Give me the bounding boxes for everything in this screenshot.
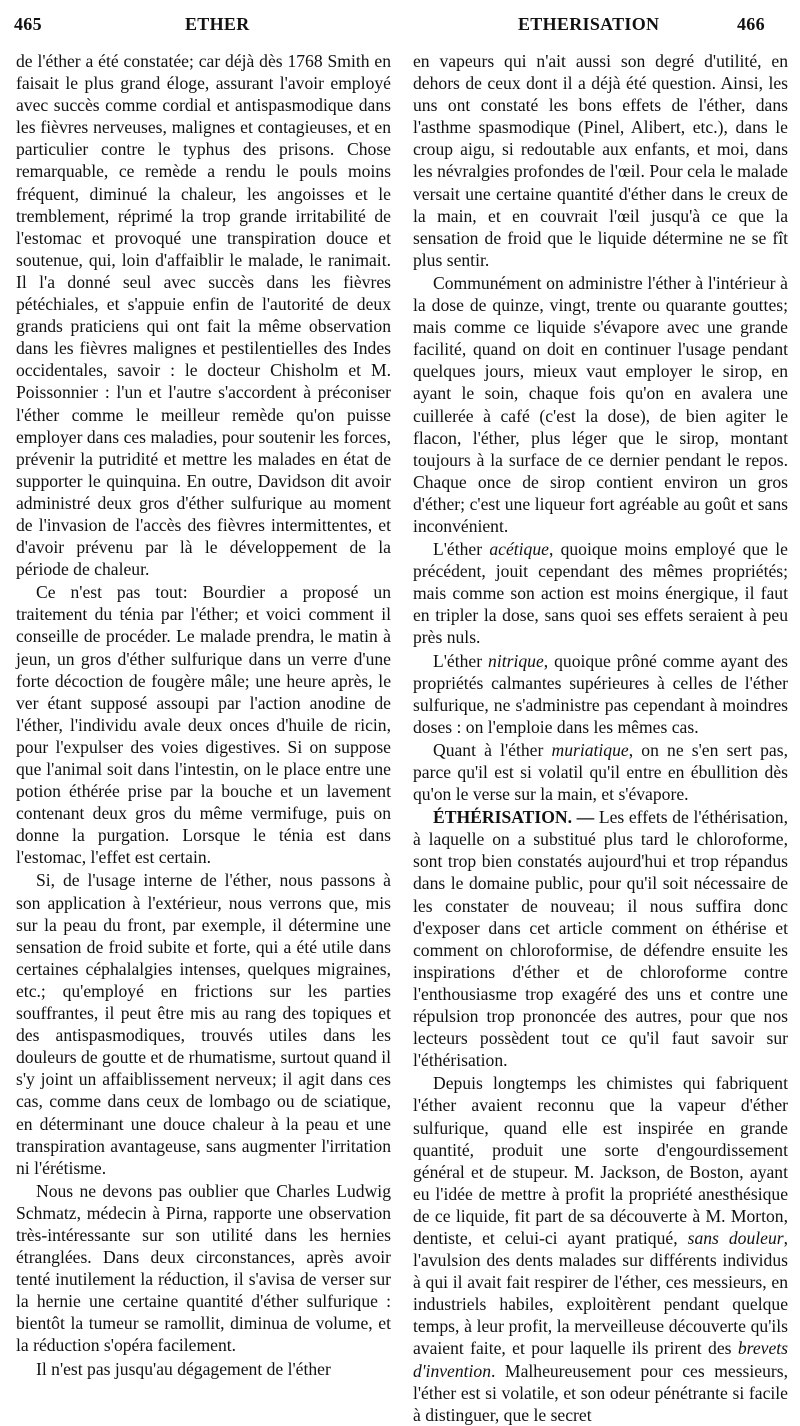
page-number-left: 465 <box>14 14 42 34</box>
paragraph <box>413 739 788 805</box>
text-run: Quant à l'éther <box>433 739 552 760</box>
page-number-right: 466 <box>737 14 765 34</box>
paragraph: Si, de l'usage interne de l'éther, nous passons à son application à l'extérieur, nous verrons que, mis sur la peau du front, par exemple, il détermine une sensation de froid subite et forte, qui a été utile dans certaines céphalalgies intenses, quelques migraines, etc.; qu'employé en frictions sur les parties souffrantes, il peut être mis au rang des topiques et des antispasmodiques, trouvés utiles dans les douleurs de goutte et de rhumatisme, surtout quand il s'y joint un affaiblissement nerveux; il agit dans ces cas, comme dans ceux de lombago ou de sciatique, en déterminant une douce chaleur à la peau et une transpiration avantageuse, sans augmenter l'irritation ni l'érétisme. <box>16 870 391 1178</box>
italic-term: muriatique <box>551 739 629 760</box>
headword-left: ETHER <box>185 14 250 34</box>
left-column <box>16 50 391 1379</box>
italic-term: sans douleur <box>687 1227 784 1248</box>
text-run: , l'avulsion des dents malades sur différents individus à qui il avait fait respirer de l'éther, ces messieurs, en industriels habiles, exploitèrent pendant quelque temps, à leur profit, la merveilleuse découverte qu'ils avaient faite, et pour laquelle ils prirent des <box>413 1227 788 1359</box>
italic-term: nitrique <box>488 650 544 671</box>
text-run: , quoique prôné comme ayant des propriétés calmantes supérieures à celles de l'éther sulfurique, ne s'administre pas cependant à moindres doses : on l'emploie dans les mêmes cas. <box>413 650 789 737</box>
paragraph <box>413 650 788 738</box>
text-run: Depuis longtemps les chimistes qui fabriquent l'éther avaient reconnu que la vapeur d'éther sulfurique, quand elle est inspirée en grande quantité, produit une sorte d'engourdissement général et de stupeur. M. Jackson, de Boston, ayant eu l'idée de mettre à profit la propriété anesthésique de ce liquide, fit part de sa découverte à M. Morton, dentiste, et celui-ci ayant pratiqué, <box>413 1073 788 1248</box>
italic-term: acétique <box>489 539 549 560</box>
paragraph: Nous ne devons pas oublier que Charles Ludwig Schmatz, médecin à Pirna, rapporte une observation très-intéressante sur son utilité dans les hernies étranglées. Dans deux circonstances, après avoir tenté inutilement la réduction, il s'avisa de verser sur la hernie une certaine quantité d'éther sulfurique : bientôt la tumeur se ramollit, diminua de volume, et la réduction s'opéra facilement. <box>16 1180 391 1356</box>
paragraph: Communément on administre l'éther à l'intérieur à la dose de quinze, vingt, trente ou quarante gouttes; mais comme ce liquide s'évapore avec une grande facilité, quand on doit en continuer l'usage pendant quelques jours, mieux vaut employer le sirop, en ayant le soin, chaque fois qu'on en avalera une cuillerée à café (c'est la dose), de bien agiter le flacon, l'éther, plus léger que le sirop, montant toujours à la surface de ce dernier pendant le repos. Chaque once de sirop contient environ un gros d'éther; c'est une liqueur fort agréable au goût et sans inconvénient. <box>413 272 788 536</box>
right-column <box>413 50 789 1425</box>
text-run: , on ne s'en sert pas, parce qu'il est si volatil qu'il entre en ébullition dès qu'on le verse sur la main, et s'évapore. <box>413 739 788 805</box>
text-run: L'éther <box>433 539 490 560</box>
paragraph <box>413 538 788 648</box>
text-run: , quoique moins employé que le précédent, jouit cependant des mêmes propriétés; mais comme son action est moins énergique, il faut en tripler la dose, sans quoi ses effets seraient à peu près nuls. <box>413 539 788 648</box>
italic-term: brevets d'invention <box>413 1338 788 1381</box>
paragraph: de l'éther a été constatée; car déjà dès 1768 Smith en faisait le plus grand éloge, assurant l'avoir employé avec succès comme cordial et antispasmodique dans les fièvres nerveuses, malignes et contagieuses, et en particulier contre le typhus des prisons. Chose remarquable, ce remède a rendu le pouls moins fréquent, diminué la chaleur, les angoisses et le tremblement, réprimé la trop grande irritabilité de l'estomac et provoqué une transpiration douce et soutenue, qui, loin d'affaiblir le malade, le ranimait. Il l'a donné seul avec succès dans les fièvres pétéchiales, et s'appuie enfin de l'autorité de deux grands praticiens qui ont fait la même observation dans les fièvres malignes et pestilentielles des Indes occidentales, savoir : le docteur Chisholm et M. Poissonnier : l'un et l'autre s'accordent à préconiser l'éther comme le meilleur remède qu'on puisse employer dans ces maladies, pour soutenir les forces, prévenir la putridité et mettre les malades en état de supporter le quinquina. En outre, Davidson dit avoir administré deux gros d'éther sulfurique au moment de l'invasion de l'accès des fièvres intermittentes, et d'avoir prévenu par là le développement de la période de chaleur. <box>16 51 391 580</box>
paragraph: Ce n'est pas tout: Bourdier a proposé un traitement du ténia par l'éther; et voici comment il conseille de procéder. Le malade prendra, le matin à jeun, un gros d'éther sulfurique dans un verre d'une forte décoction de fougère mâle; une heure après, le ver étant supposé assoupi par l'action anodine de l'éther, l'individu avale deux onces d'huile de ricin, pour l'expulser des voies digestives. Si on suppose que l'animal soit dans l'intestin, on le place entre une potion éthérée prise par la bouche et un lavement contenant deux gros du même vermifuge, puis on donne la purgation. Lorsque le ténia est dans l'estomac, l'effet est certain. <box>16 582 391 868</box>
text-run: L'éther <box>433 650 489 671</box>
text-run: . Malheureusement pour ces messieurs, l'éther est si volatile, et son odeur pénétrante si facile à distinguer, que le secret <box>413 1360 788 1425</box>
headword-right: ETHERISATION <box>518 14 660 34</box>
text-run: Les effets de l'éthérisation, à laquelle on a substitué plus tard le chloroforme, sont trop bien constatés aujourd'hui et trop répandus dans le domaine public, pour qu'il soit nécessaire de les constater de nouveau; il nous suffira donc d'exposer dans cet article comment on éthérise et comment on chloroformise, de défendre ensuite les inspirations d'éther et de chloroforme contre l'enthousiasme trop exagéré des uns et contre une répulsion trop prononcée des autres, pour que nos lecteurs possèdent tout ce qu'il faut savoir sur l'éthérisation. <box>413 807 788 1071</box>
paragraph: en vapeurs qui n'ait aussi son degré d'utilité, en dehors de ceux dont il a déjà été question. Ainsi, les uns ont constaté les bons effets de l'éther, dans l'asthme spasmodique (Pinel, Alibert, etc.), dans le croup aigu, si redoutable aux enfants, et moi, dans les névralgies profondes de l'œil. Pour cela le malade versait une certaine quantité d'éther dans le creux de la main, et en couvrait l'œil jusqu'à ce que la sensation de froid que le liquide détermine ne se fît plus sentir. <box>413 51 788 270</box>
entry-headword: ÉTHÉRISATION. — <box>433 807 595 828</box>
running-header <box>0 0 800 40</box>
paragraph <box>413 1072 788 1426</box>
paragraph: Il n'est pas jusqu'au dégagement de l'éther <box>36 1358 331 1379</box>
paragraph <box>413 806 788 1071</box>
